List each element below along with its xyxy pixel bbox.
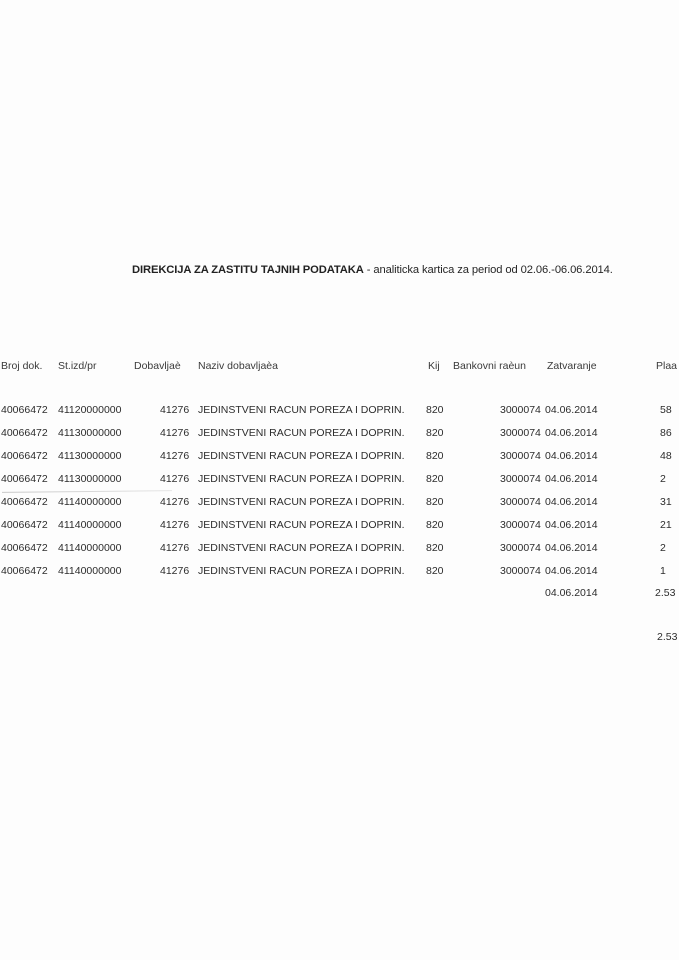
cell-placeno: 2 (660, 542, 666, 554)
cell-kij: 820 (426, 427, 444, 439)
grand-total-amount: 2.53 (657, 631, 678, 643)
report-description: - analiticka kartica za period od 02.06.-06.06.2014. (363, 264, 613, 276)
cell-kij: 820 (426, 496, 444, 508)
cell-broj-dok: 40066472 (1, 404, 48, 416)
cell-dobavljac: 41276 (160, 542, 190, 554)
cell-bankovni-racun: 3000074 (500, 473, 541, 485)
cell-kij: 820 (426, 519, 444, 531)
cell-kij: 820 (426, 542, 444, 554)
cell-bankovni-racun: 3000074 (500, 542, 541, 554)
table-row (0, 496, 679, 514)
table-row (0, 542, 679, 560)
table-row (0, 565, 679, 583)
header-broj-dok: Broj dok. (1, 360, 43, 372)
cell-placeno: 86 (660, 427, 672, 439)
cell-zatvaranje: 04.06.2014 (545, 473, 598, 485)
header-placeno: Plaa (656, 360, 678, 372)
table-row (0, 450, 679, 468)
subtotal-date: 04.06.2014 (545, 587, 598, 599)
cell-dobavljac: 41276 (160, 473, 190, 485)
cell-kij: 820 (426, 565, 444, 577)
header-dobavljac: Dobavljaè (134, 360, 181, 372)
cell-bankovni-racun: 3000074 (500, 404, 541, 416)
cell-st-izd-pr: 41130000000 (58, 473, 122, 485)
cell-kij: 820 (426, 404, 444, 416)
cell-st-izd-pr: 41130000000 (58, 450, 122, 462)
cell-st-izd-pr: 41140000000 (58, 542, 122, 554)
cell-bankovni-racun: 3000074 (500, 565, 541, 577)
cell-bankovni-racun: 3000074 (500, 496, 541, 508)
cell-naziv: JEDINSTVENI RACUN POREZA I DOPRIN. (198, 565, 405, 577)
table-row (0, 473, 679, 491)
cell-st-izd-pr: 41120000000 (58, 404, 122, 416)
cell-zatvaranje: 04.06.2014 (545, 565, 598, 577)
cell-kij: 820 (426, 473, 444, 485)
cell-st-izd-pr: 41140000000 (58, 496, 122, 508)
cell-naziv: JEDINSTVENI RACUN POREZA I DOPRIN. (198, 404, 405, 416)
cell-zatvaranje: 04.06.2014 (545, 496, 598, 508)
cell-zatvaranje: 04.06.2014 (545, 450, 598, 462)
cell-broj-dok: 40066472 (1, 496, 48, 508)
cell-kij: 820 (426, 450, 444, 462)
header-zatvaranje: Zatvaranje (547, 360, 597, 372)
cell-broj-dok: 40066472 (1, 519, 48, 531)
cell-dobavljac: 41276 (160, 496, 190, 508)
header-bankovni-racun: Bankovni raèun (453, 360, 526, 372)
cell-broj-dok: 40066472 (1, 473, 48, 485)
cell-dobavljac: 41276 (160, 519, 190, 531)
institution-name: DIREKCIJA ZA ZASTITU TAJNIH PODATAKA (132, 264, 364, 276)
header-st-izd-pr: St.izd/pr (58, 360, 97, 372)
cell-placeno: 48 (660, 450, 672, 462)
cell-st-izd-pr: 41140000000 (58, 565, 122, 577)
cell-dobavljac: 41276 (160, 427, 190, 439)
cell-broj-dok: 40066472 (1, 450, 48, 462)
header-naziv-dobavljaca: Naziv dobavljaèa (198, 360, 278, 372)
cell-naziv: JEDINSTVENI RACUN POREZA I DOPRIN. (198, 450, 405, 462)
cell-placeno: 31 (660, 496, 672, 508)
cell-zatvaranje: 04.06.2014 (545, 519, 598, 531)
cell-placeno: 2 (660, 473, 666, 485)
cell-naziv: JEDINSTVENI RACUN POREZA I DOPRIN. (198, 473, 405, 485)
cell-broj-dok: 40066472 (1, 427, 48, 439)
cell-placeno: 58 (660, 404, 672, 416)
cell-bankovni-racun: 3000074 (500, 519, 541, 531)
cell-naziv: JEDINSTVENI RACUN POREZA I DOPRIN. (198, 519, 405, 531)
cell-naziv: JEDINSTVENI RACUN POREZA I DOPRIN. (198, 542, 405, 554)
cell-naziv: JEDINSTVENI RACUN POREZA I DOPRIN. (198, 427, 405, 439)
cell-zatvaranje: 04.06.2014 (545, 542, 598, 554)
document-title (132, 264, 613, 276)
cell-bankovni-racun: 3000074 (500, 427, 541, 439)
cell-st-izd-pr: 41130000000 (58, 427, 122, 439)
cell-dobavljac: 41276 (160, 404, 190, 416)
cell-broj-dok: 40066472 (1, 565, 48, 577)
cell-placeno: 1 (660, 565, 666, 577)
cell-dobavljac: 41276 (160, 565, 190, 577)
cell-naziv: JEDINSTVENI RACUN POREZA I DOPRIN. (198, 496, 405, 508)
table-row (0, 519, 679, 537)
cell-broj-dok: 40066472 (1, 542, 48, 554)
subtotal-amount: 2.53 (655, 587, 676, 599)
cell-bankovni-racun: 3000074 (500, 450, 541, 462)
cell-st-izd-pr: 41140000000 (58, 519, 122, 531)
table-row (0, 404, 679, 422)
cell-placeno: 21 (660, 519, 672, 531)
cell-zatvaranje: 04.06.2014 (545, 427, 598, 439)
table-row (0, 427, 679, 445)
header-kij: Kij (428, 360, 440, 372)
cell-dobavljac: 41276 (160, 450, 190, 462)
cell-zatvaranje: 04.06.2014 (545, 404, 598, 416)
